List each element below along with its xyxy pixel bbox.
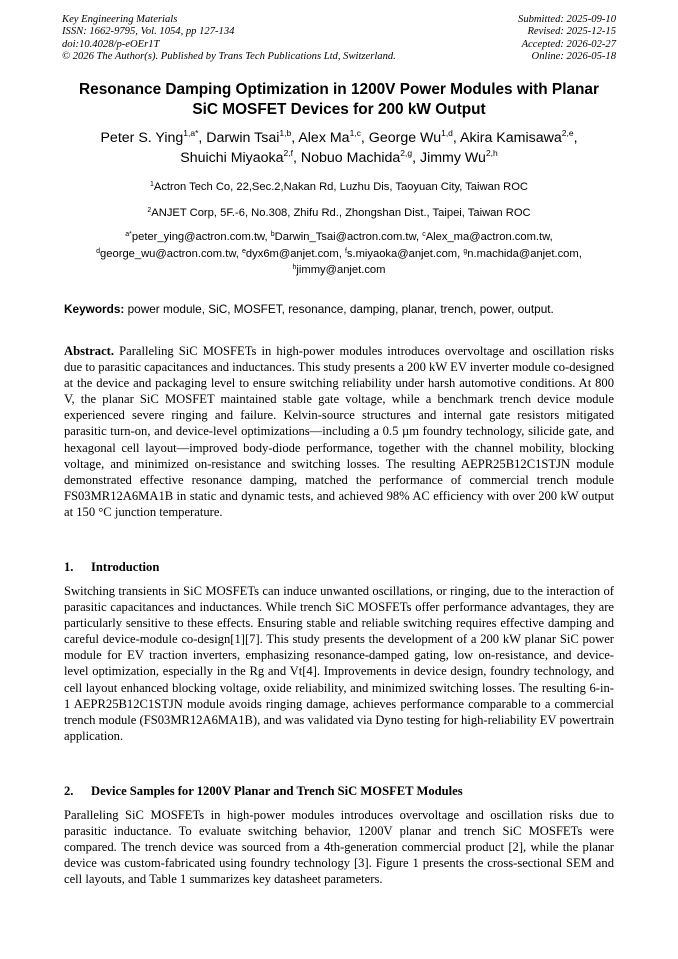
revised-date: Revised: 2025-12-15 [527,26,616,38]
abstract [64,343,614,520]
paper-title [50,80,628,120]
online-date: Online: 2026-05-18 [531,51,616,63]
affiliation-1: $^1$Actron Tech Co, 22,Sec.2,Nakan Rd, Luzhu Dis, Taoyuan City, Taiwan ROC [149,181,529,193]
author-line-1 [40,128,638,148]
affiliation-2: $^2$ANJET Corp, 5F.-6, No.308, Zhifu Rd., Zhongshan Dist., Taipei, Taiwan ROC [147,207,531,219]
section-title: Introduction [91,560,160,574]
author-line-2 [40,148,638,168]
author-list [40,128,638,168]
author: Alex Ma$^{1,c}$, [298,128,369,146]
issn-line: ISSN: 1662-9795, Vol. 1054, pp 127-134 [62,26,235,38]
email: $^h$jimmy@anjet.com [292,264,386,276]
section-heading-introduction [64,559,614,575]
publication-info [62,14,396,64]
author: George Wu$^{1,d}$, [368,128,461,146]
author: Darwin Tsai$^{1,b}$, [206,128,299,146]
section-heading-device-samples [64,783,614,799]
introduction-paragraph: Switching transients in SiC MOSFETs can induce unwanted oscillations, or ringing, due to the interaction of parasitic capacitances and inductances. While trench SiC MOSFETs offer performance advantages, they are particularly sensitive to these effects. Ensuring stable and reliable switching requires effective damping and careful device-module co-design[1][7]. This study presents the development of a 200 kW planar SiC power module for EV traction inverters, emphasizing resonance-damped gating, low on-resistance, and device-level optimization, especially in the Rg and Vt[4]. Improvements in device design, foundry technology, and cell layout enhanced blocking voltage, oxide reliability, and minimized switching losses. The resulting 6-in-1 AEPR25B12C1STJN module avoids ringing damage, achieves performance comparable to a commercial trench module (FS03MR12A6MA1B), and was validated via Dyno testing for high-reliability EV powertrain application. [64,584,614,743]
journal-name: Key Engineering Materials [62,14,178,25]
author: Jimmy Wu$^{2,h}$ [419,148,498,166]
journal-header [62,14,616,66]
section-number: 1. [64,560,74,574]
email: $^e$dyx6m@anjet.com, [242,247,345,260]
email-list [40,229,638,279]
author: Peter S. Ying$^{1,a*}$, [100,128,207,146]
copyright-line: © 2026 The Author(s). Published by Trans Tech Publications Ltd, Switzerland. [62,51,396,63]
publication-dates [518,14,616,64]
email: $^{a*}$peter_ying@actron.com.tw, [125,231,271,243]
author: Shuichi Miyaoka$^{2,f}$, [180,148,301,166]
keywords [64,302,624,317]
email: $^f$s.miyaoka@anjet.com, [344,247,464,260]
email-line-1 [40,229,638,246]
title-line-2: SiC MOSFET Devices for 200 kW Output [192,101,486,118]
title-line-1: Resonance Damping Optimization in 1200V Power Modules with Planar [79,81,599,98]
keywords-text: power module, SiC, MOSFET, resonance, damping, planar, trench, power, output. [127,302,554,316]
section-number: 2. [64,784,74,798]
accepted-date: Accepted: 2026-02-27 [521,38,616,50]
keywords-label: Keywords: [64,302,125,316]
email: $^c$Alex_ma@actron.com.tw, [422,231,553,243]
submitted-date: Submitted: 2025-09-10 [518,14,616,25]
email: $^d$george_wu@actron.com.tw, [96,247,242,260]
author: Nobuo Machida$^{2,g}$, [300,148,420,166]
doi-line: doi:10.4028/p-eOEr1T [62,38,160,50]
device-samples-paragraph: Paralleling SiC MOSFETs in high-power modules introduces overvoltage and oscillation risks due to parasitic inductance. To evaluate switching behavior, 1200V planar and trench SiC MOSFETs were compared. The trench device was sourced from a 4th-generation commercial product [2], while the planar device was custom-fabricated using foundry technology [3]. Figure 1 presents the cross-sectional SEM and cell layouts, and Table 1 summarizes key datasheet parameters. [64,808,614,887]
author: Akira Kamisawa$^{2,e}$, [460,128,578,146]
email-line-2 [40,246,638,263]
section-title: Device Samples for 1200V Planar and Trench SiC MOSFET Modules [91,784,463,798]
abstract-text: Paralleling SiC MOSFETs in high-power modules introduces overvoltage and oscillation risks due to parasitic capacitances and inductances. This study presents a 200 kW EV inverter module co-designed at the device and packaging level to ensure switching reliability under harsh automotive conditions. At 800 V, the planar SiC MOSFET maintained stable gate voltage, while a benchmark trench device module experienced severe ringing and failure. Kelvin-source structures and internal gate resistors mitigated parasitic turn-on, and device-level optimizations—including a 0.5 µm foundry technology, silicide gate, and hexagonal cell layout—improved body-diode performance, together with the channel mobility, blocking voltage, and minimized on-resistance and switching losses. The resulting AEPR25B12C1STJN module demonstrated effective resonance damping, matched the performance of commercial trench module FS03MR12A6MA1B in static and dynamic tests, and achieved 98% AC efficiency with over 200 kW output at 150 °C junction temperature. [64,344,614,519]
email-line-3 [40,262,638,279]
email: $^g$n.machida@anjet.com, [463,247,582,260]
abstract-label: Abstract. [64,344,115,358]
email: $^b$Darwin_Tsai@actron.com.tw, [270,231,423,243]
